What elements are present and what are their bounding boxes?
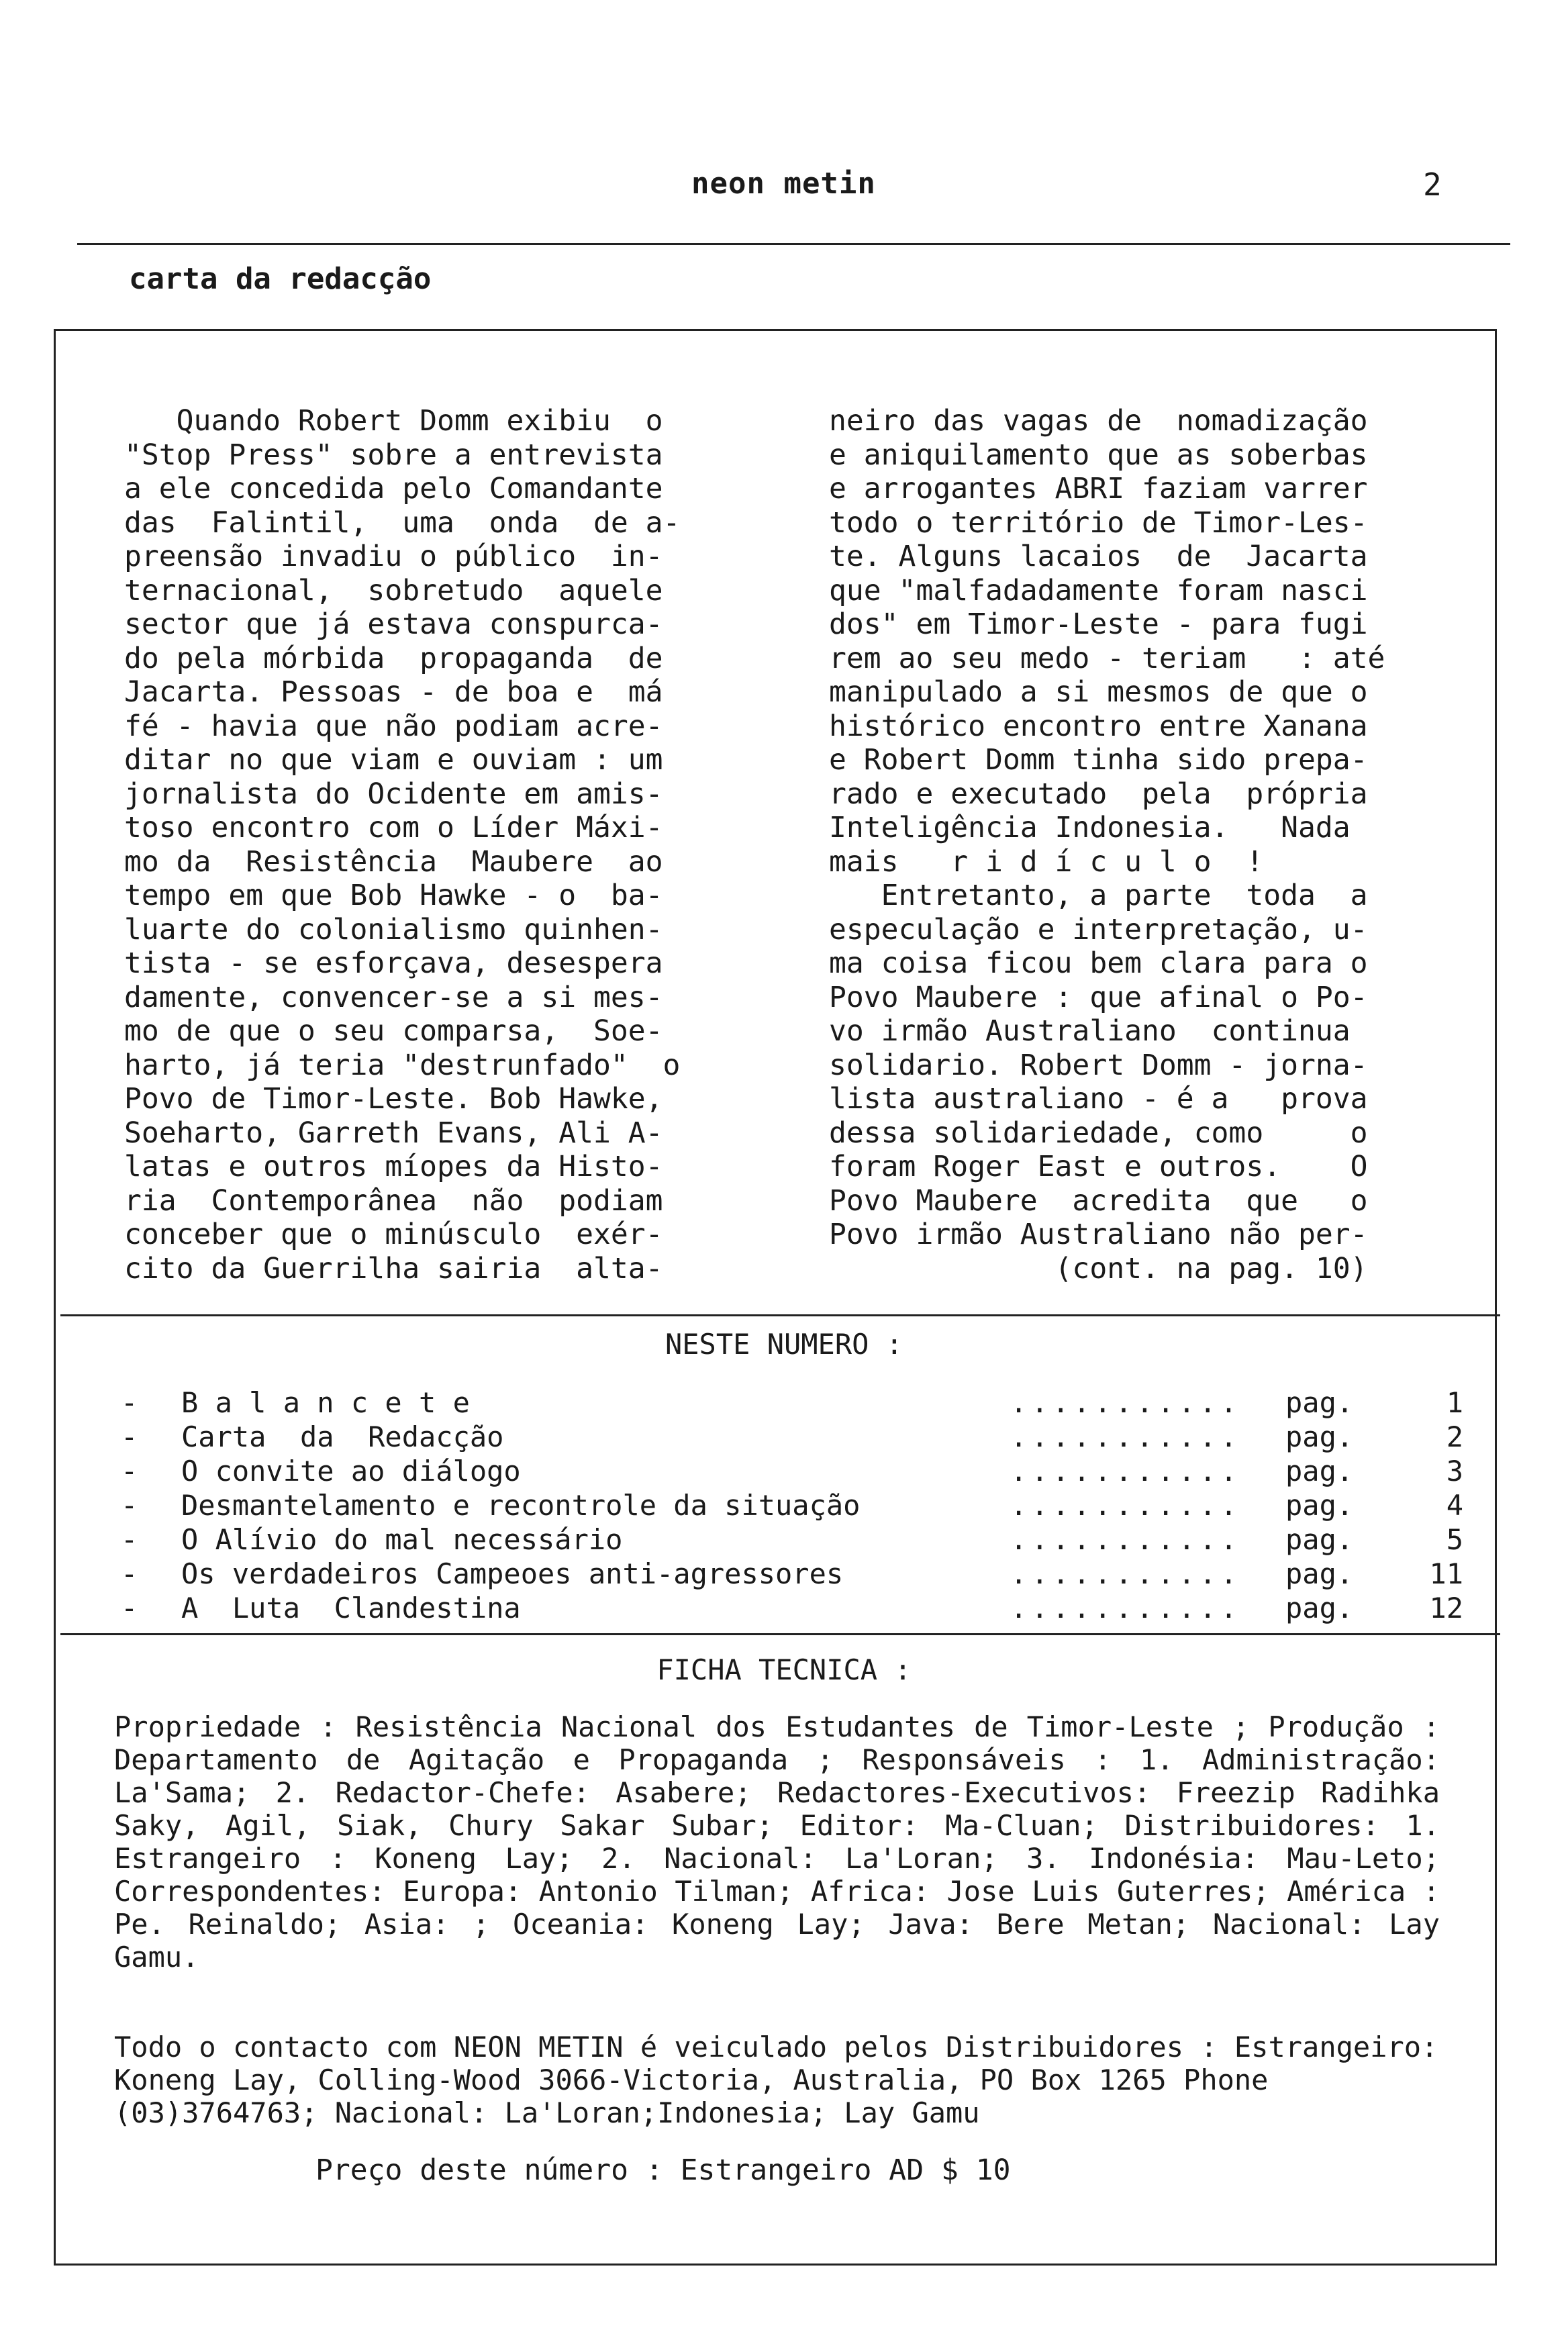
contents-dash: -	[121, 1523, 138, 1556]
contents-title: O Alívio do mal necessário	[181, 1523, 623, 1556]
header-rule	[77, 243, 1510, 245]
letter-line: e arrogantes ABRI faziam varrer	[829, 472, 1368, 505]
letter-line: vo irmão Australiano continua	[829, 1014, 1351, 1048]
contents-title: O convite ao diálogo	[181, 1455, 521, 1488]
contents-item	[121, 1420, 1463, 1455]
contents-page-number: 1	[1446, 1386, 1463, 1419]
letter-line: ria Contemporânea não podiam	[124, 1183, 663, 1218]
letter-line: solidario. Robert Domm - jorna-	[829, 1048, 1368, 1082]
contact-body: Todo o contacto com NEON METIN é veiculado pelos Distribuidores : Estrangeiro: Koneng Lay, Colling-Wood 3066-Victoria, Australia, PO Box 1265 Phone (03)3764763; Nacional: La'Loran;Indonesia; Lay Gamu	[114, 2031, 1438, 2129]
contents-dash: -	[121, 1420, 138, 1453]
letter-line: te. Alguns lacaios de Jacarta	[829, 540, 1368, 573]
page-number: 2	[1423, 166, 1442, 203]
contents-item	[121, 1455, 1463, 1489]
letter-column-right	[829, 404, 1385, 1285]
contents-leader: ...........	[1010, 1386, 1242, 1419]
contents-leader: ...........	[1010, 1523, 1242, 1556]
letter-line: tista - se esforçava, desespera	[124, 946, 663, 980]
letter-line: cito da Guerrilha sairia alta-	[124, 1251, 663, 1285]
letter-line: e Robert Domm tinha sido prepa-	[829, 743, 1368, 777]
contents-dash: -	[121, 1386, 138, 1419]
letter-line: Quando Robert Domm exibiu o	[124, 404, 663, 438]
letter-line: e aniquilamento que as soberbas	[829, 438, 1368, 472]
letter-line: mo de que o seu comparsa, Soe-	[124, 1014, 663, 1048]
section-label: carta da redacção	[129, 262, 432, 296]
letter-line: Povo Maubere acredita que o	[829, 1183, 1368, 1218]
letter-line: Entretanto, a parte toda a	[829, 879, 1368, 912]
letter-line: todo o território de Timor-Les-	[829, 505, 1368, 540]
contents-page-number: 4	[1446, 1489, 1463, 1522]
contents-list	[121, 1386, 1463, 1626]
contents-page-number: 12	[1429, 1592, 1463, 1624]
letter-line: do pela mórbida propaganda de	[124, 641, 663, 675]
contents-leader: ...........	[1010, 1592, 1242, 1624]
letter-line: neiro das vagas de nomadização	[829, 404, 1368, 438]
letter-line: a ele concedida pelo Comandante	[124, 472, 663, 505]
contents-item	[121, 1557, 1463, 1592]
contents-title: Carta da Redacção	[181, 1420, 504, 1453]
contents-dash: -	[121, 1489, 138, 1522]
letter-line: conceber que o minúsculo exér-	[124, 1218, 663, 1251]
letter-line: tempo em que Bob Hawke - o ba-	[124, 879, 663, 912]
letter-line: das Falintil, uma onda de a-	[124, 505, 681, 540]
divider-contents	[60, 1314, 1500, 1316]
letter-line: preensão invadiu o público in-	[124, 540, 663, 573]
letter-line: fé - havia que não podiam acre-	[124, 709, 663, 743]
letter-line: (cont. na pag. 10)	[829, 1251, 1368, 1285]
contents-page-label: pag.	[1285, 1523, 1354, 1556]
ficha-body: Propriedade : Resistência Nacional dos Estudantes de Timor-Leste ; Produção : Departamento de Agitação e Propaganda ; Responsáveis : 1. Administração: La'Sama; 2. Redactor-Chefe: Asabere; Redactores-Executivos: Freezip Radihka Saky, Agil, Siak, Chury Sakar Subar; Editor: Ma-Cluan; Distribuidores: 1. Estrangeiro : Koneng Lay; 2. Nacional: La'Loran; 3. Indonésia: Mau-Leto; Correspondentes: Europa: Antonio Tilman; Africa: Jose Luis Guterres; América : Pe. Reinaldo; Asia: ; Oceania: Koneng Lay; Java: Bere Metan; Nacional: Lay Gamu.	[114, 1710, 1440, 1974]
letter-line: damente, convencer-se a si mes-	[124, 980, 663, 1014]
letter-line: ternacional, sobretudo aquele	[124, 573, 663, 607]
contents-dash: -	[121, 1455, 138, 1488]
letter-line: ma coisa ficou bem clara para o	[829, 946, 1368, 980]
contents-dash: -	[121, 1592, 138, 1624]
letter-line: dessa solidariedade, como o	[829, 1116, 1368, 1150]
contents-item	[121, 1592, 1463, 1626]
letter-line: manipulado a si mesmos de que o	[829, 675, 1368, 709]
letter-line: que "malfadadamente foram nasci	[829, 573, 1368, 607]
letter-line: Inteligência Indonesia. Nada	[829, 811, 1351, 844]
contents-page-number: 5	[1446, 1523, 1463, 1556]
contents-title: A Luta Clandestina	[181, 1592, 521, 1624]
letter-line: rado e executado pela própria	[829, 777, 1368, 811]
letter-line: Povo Maubere : que afinal o Po-	[829, 980, 1368, 1014]
letter-line: Soeharto, Garreth Evans, Ali A-	[124, 1116, 663, 1150]
letter-line: "Stop Press" sobre a entrevista	[124, 438, 663, 472]
contents-page-label: pag.	[1285, 1420, 1354, 1453]
contents-heading: NESTE NUMERO :	[665, 1328, 903, 1361]
masthead: neon metin	[691, 166, 876, 201]
letter-line: rem ao seu medo - teriam : até	[829, 641, 1385, 675]
contents-page-label: pag.	[1285, 1557, 1354, 1590]
letter-line: toso encontro com o Líder Máxi-	[124, 811, 663, 844]
letter-line: especulação e interpretação, u-	[829, 912, 1368, 946]
divider-ficha	[60, 1633, 1500, 1635]
contents-title: Os verdadeiros Campeoes anti-agressores	[181, 1557, 844, 1590]
letter-line: latas e outros míopes da Histo-	[124, 1150, 663, 1183]
letter-line: mo da Resistência Maubere ao	[124, 844, 663, 879]
letter-line: harto, já teria "destrunfado" o	[124, 1048, 681, 1082]
letter-line: luarte do colonialismo quinhen-	[124, 912, 663, 946]
letter-line: Jacarta. Pessoas - de boa e má	[124, 675, 663, 709]
contents-page-label: pag.	[1285, 1386, 1354, 1419]
letter-line: lista australiano - é a prova	[829, 1082, 1368, 1116]
letter-column-left	[124, 404, 680, 1285]
letter-line: mais r i d í c u l o !	[829, 844, 1264, 879]
contents-leader: ...........	[1010, 1455, 1242, 1488]
letter-line: ditar no que viam e ouviam : um	[124, 743, 663, 777]
contents-leader: ...........	[1010, 1420, 1242, 1453]
contents-leader: ...........	[1010, 1557, 1242, 1590]
contents-leader: ...........	[1010, 1489, 1242, 1522]
contents-page-label: pag.	[1285, 1455, 1354, 1488]
letter-line: foram Roger East e outros. O	[829, 1150, 1368, 1183]
contents-item	[121, 1386, 1463, 1420]
contents-title: Desmantelamento e recontrole da situação	[181, 1489, 861, 1522]
contents-page-label: pag.	[1285, 1489, 1354, 1522]
ficha-heading: FICHA TECNICA :	[656, 1653, 912, 1686]
letter-line: histórico encontro entre Xanana	[829, 709, 1368, 743]
letter-line: dos" em Timor-Leste - para fugi	[829, 607, 1368, 641]
contents-item	[121, 1489, 1463, 1523]
price-line: Preço deste número : Estrangeiro AD $ 10	[315, 2153, 1011, 2187]
contents-page-label: pag.	[1285, 1592, 1354, 1624]
contents-item	[121, 1523, 1463, 1557]
contents-page-number: 2	[1446, 1420, 1463, 1453]
letter-line: sector que já estava conspurca-	[124, 607, 663, 641]
contents-dash: -	[121, 1557, 138, 1590]
letter-line: Povo de Timor-Leste. Bob Hawke,	[124, 1082, 663, 1116]
contents-page-number: 3	[1446, 1455, 1463, 1488]
contents-title: B a l a n c e t e	[181, 1386, 470, 1419]
letter-line: Povo irmão Australiano não per-	[829, 1218, 1368, 1251]
letter-line: jornalista do Ocidente em amis-	[124, 777, 663, 811]
contents-page-number: 11	[1429, 1557, 1463, 1590]
